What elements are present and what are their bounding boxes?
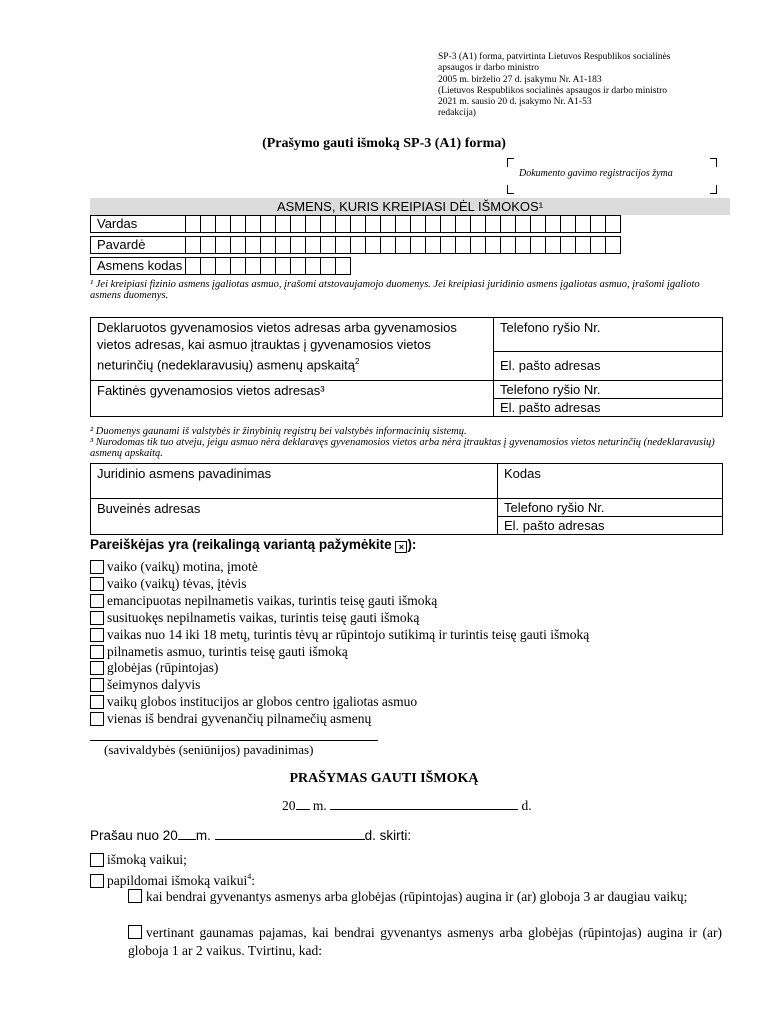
entity-phone-cell[interactable] [498,499,723,517]
option-guardian[interactable] [90,659,218,676]
sub-option-three-children[interactable] [128,888,722,906]
character-cell[interactable] [336,236,351,254]
option-adult[interactable] [90,643,348,660]
character-cell[interactable] [276,236,291,254]
character-cell[interactable] [321,236,336,254]
option-mother[interactable] [90,558,258,575]
option-child-benefit[interactable] [90,851,187,868]
surname-input-cells[interactable] [186,236,621,254]
note-line: 2021 m. sausio 20 d. įsakymo Nr. A1-53 [438,97,592,108]
email-label: El. pašto adresas [500,358,601,374]
option-extra-benefit[interactable] [90,872,255,889]
character-cell[interactable] [186,215,201,233]
sub-option-label: kai bendrai gyvenantys asmenys arba globėjas (rūpintojas) augina ir (ar) globoja 3 ar daugiau vaikų; [146,889,688,904]
character-cell[interactable] [276,215,291,233]
registration-mark-label: Dokumento gavimo registracijos žyma [519,168,673,179]
registration-mark-box [507,158,717,194]
character-cell[interactable] [291,257,306,275]
email-label: El. pašto adresas [500,400,601,415]
character-cell[interactable] [531,215,546,233]
option-emancipated-minor[interactable] [90,592,437,609]
option-institution-representative[interactable] [90,693,417,710]
character-cell[interactable] [291,236,306,254]
start-date-field[interactable] [215,827,365,840]
footnote-3: ³ Nurodomas tik tuo atveju, jeigu asmuo nėra deklaravęs gyvenamosios vietos arba nėra įtrauktas į gyvenamosios vietos neturinčių (nedeklaravusių) asmenų apskaitą. [90,437,715,459]
name-input-cells[interactable] [186,215,621,233]
character-cell[interactable] [546,215,561,233]
prasau-end: d. skirti: [364,828,412,843]
character-cell[interactable] [426,236,441,254]
character-cell[interactable] [321,215,336,233]
character-cell[interactable] [201,236,216,254]
date-month-label: m. [312,798,327,813]
character-cell[interactable] [186,236,201,254]
request-title: PRAŠYMAS GAUTI IŠMOKĄ [289,771,479,786]
character-cell[interactable] [441,236,456,254]
character-cell[interactable] [216,215,231,233]
character-cell[interactable] [366,215,381,233]
character-cell[interactable] [186,257,201,275]
start-month-label: m. [195,828,211,843]
note-line: 2005 m. birželio 27 d. įsakymu Nr. A1-183 [438,74,602,85]
address-table [90,317,723,417]
character-cell[interactable] [441,215,456,233]
character-cell[interactable] [426,215,441,233]
option-label: pilnametis asmuo, turintis teisę gauti išmoką [107,643,348,659]
municipality-field[interactable] [90,740,378,741]
character-cell[interactable] [231,215,246,233]
checked-box-icon: × [395,541,407,553]
character-cell[interactable] [246,257,261,275]
phone-label: Telefono ryšio Nr. [504,500,605,515]
request-start-line [90,827,411,843]
option-father[interactable] [90,575,246,592]
phone-label: Telefono ryšio Nr. [500,382,601,397]
character-cell[interactable] [351,215,366,233]
checkbox[interactable] [90,712,104,726]
form-title: (Prašymo gauti išmoką SP-3 (A1) forma) [262,136,506,151]
note-line: (Lietuvos Respublikos socialinės apsaugos ir darbo ministro [438,85,668,96]
character-cell[interactable] [246,236,261,254]
option-cohabiting-adult[interactable] [90,710,371,727]
date-year-field[interactable] [296,797,310,810]
start-year-field[interactable] [178,827,196,840]
option-married-minor[interactable] [90,609,419,626]
option-label: globėjas (rūpintojas) [107,659,219,675]
option-label: vaiko (vaikų) tėvas, įtėvis [107,575,247,591]
character-cell[interactable] [396,236,411,254]
entity-code-label: Kodas [504,466,541,481]
date-day-label: d. [521,798,532,813]
character-cell[interactable] [261,257,276,275]
character-cell[interactable] [231,236,246,254]
declared-address-label: Deklaruotos gyvenamosios vietos adresas arba gyvenamosios vietos adresas, kai asmuo įtrauktas į gyvenamosios vietos neturinčių (nedeklaravusių) asmenų apskaitą [97,320,457,373]
declared-address-footnote-ref: 2 [354,357,360,366]
declared-phone-cell[interactable] [494,318,723,352]
checkbox[interactable] [90,874,104,888]
municipality-label: (savivaldybės (seniūnijos) pavadinimas) [104,742,314,757]
character-cell[interactable] [531,236,546,254]
character-cell[interactable] [336,257,351,275]
character-cell[interactable] [471,236,486,254]
character-cell[interactable] [486,236,501,254]
note-line: SP-3 (A1) forma, patvirtinta Lietuvos Respublikos socialinės [438,52,671,62]
applicant-heading-end: ): [407,537,417,552]
checkbox[interactable] [90,695,104,709]
entity-name-cell[interactable] [91,464,498,499]
declared-email-cell[interactable] [494,351,723,380]
checkbox[interactable] [90,853,104,867]
footnote-2: ² Duomenys gaunami iš valstybės ir žinybinių registrų bei valstybės informacinių sistemų. [90,426,467,437]
actual-phone-cell[interactable] [494,381,723,399]
checkbox[interactable] [90,560,104,574]
actual-email-cell[interactable] [494,399,723,417]
applicant-heading [90,537,416,552]
character-cell[interactable] [561,215,576,233]
character-cell[interactable] [306,257,321,275]
character-cell[interactable] [261,215,276,233]
character-cell[interactable] [501,215,516,233]
entity-code-cell[interactable] [498,464,723,499]
hq-address-cell[interactable] [91,499,498,535]
actual-address-label: Faktinės gyvenamosios vietos adresas³ [97,383,325,398]
character-cell[interactable] [381,236,396,254]
character-cell[interactable] [396,215,411,233]
checkbox[interactable] [128,889,142,903]
character-cell[interactable] [321,257,336,275]
note-line: apsaugos ir darbo ministro [438,63,540,74]
checkbox[interactable] [90,645,104,659]
sub-option-label: vertinant gaunamas pajamas, kai bendrai gyvenantys asmenys arba globėjas (rūpintojas) augina ir (ar) globoja 1 ar 2 vaikus. Tvirtinu, kad: [128,925,722,958]
character-cell[interactable] [516,236,531,254]
character-cell[interactable] [591,236,606,254]
email-label: El. pašto adresas [504,518,605,533]
extra-benefit-colon: : [251,872,255,888]
checkbox[interactable] [90,611,104,625]
character-cell[interactable] [456,215,471,233]
note-line: redakcija) [438,108,476,119]
personal-code-input-cells[interactable] [186,257,351,275]
entity-email-cell[interactable] [498,517,723,535]
character-cell[interactable] [306,236,321,254]
option-child-14-18[interactable] [90,626,589,643]
character-cell[interactable] [351,236,366,254]
checkbox[interactable] [90,678,104,692]
name-label: Vardas [90,215,186,233]
date-year-prefix: 20 [282,798,296,813]
option-label: papildomai išmoką vaikui [107,872,248,888]
option-label: emancipuotas nepilnametis vaikas, turintis teisę gauti išmoką [107,592,438,608]
character-cell[interactable] [486,215,501,233]
checkbox[interactable] [128,925,142,939]
character-cell[interactable] [606,236,621,254]
declared-address-cell[interactable] [91,318,494,381]
option-label: vaiko (vaikų) motina, įmotė [107,558,258,574]
character-cell[interactable] [246,215,261,233]
option-label: išmoką vaikui; [107,851,187,867]
character-cell[interactable] [516,215,531,233]
actual-address-cell[interactable] [91,381,494,417]
option-family-member[interactable] [90,676,200,693]
surname-row [90,236,621,254]
form-approval-note [438,52,728,120]
character-cell[interactable] [576,236,591,254]
applicant-heading-text: Pareiškėjas yra (reikalingą variantą pažymėkite [90,537,396,552]
character-cell[interactable] [291,215,306,233]
character-cell[interactable] [216,257,231,275]
character-cell[interactable] [471,215,486,233]
option-label: susituokęs nepilnametis vaikas, turintis teisę gauti išmoką [107,609,420,625]
checkbox[interactable] [90,577,104,591]
personal-code-label: Asmens kodas [90,257,186,275]
option-label: vienas iš bendrai gyvenančių pilnamečių asmenų [107,710,372,726]
character-cell[interactable] [456,236,471,254]
option-label: vaikų globos institucijos ar globos centro įgaliotas asmuo [107,693,418,709]
character-cell[interactable] [201,215,216,233]
character-cell[interactable] [576,215,591,233]
character-cell[interactable] [411,215,426,233]
character-cell[interactable] [366,236,381,254]
character-cell[interactable] [501,236,516,254]
character-cell[interactable] [216,236,231,254]
extra-benefit-footnote-ref: 4 [247,872,252,881]
checkbox[interactable] [90,628,104,642]
character-cell[interactable] [381,215,396,233]
character-cell[interactable] [261,236,276,254]
option-label: vaikas nuo 14 iki 18 metų, turintis tėvų ar rūpintojo sutikimą ir turintis teisę gauti išmoką [107,626,590,642]
character-cell[interactable] [336,215,351,233]
sub-option-income[interactable] [128,924,722,960]
character-cell[interactable] [231,257,246,275]
phone-label: Telefono ryšio Nr. [500,320,601,335]
hq-address-label: Buveinės adresas [97,501,201,516]
character-cell[interactable] [591,215,606,233]
character-cell[interactable] [276,257,291,275]
personal-code-row [90,257,351,275]
character-cell[interactable] [306,215,321,233]
option-label: šeimynos dalyvis [107,676,201,692]
surname-label: Pavardė [90,236,186,254]
entity-name-label: Juridinio asmens pavadinimas [97,466,272,481]
character-cell[interactable] [201,257,216,275]
character-cell[interactable] [411,236,426,254]
date-month-day-field[interactable] [330,797,518,810]
character-cell[interactable] [546,236,561,254]
footnote-1: ¹ Jei kreipiasi fizinio asmens įgaliotas asmuo, įrašomi atstovaujamojo duomenys. Jei kreipiasi juridinio asmens įgaliotas asmuo, įrašomi įgalioto asmens duomenys. [90,279,700,301]
prasau-text: Prašau nuo 20 [90,828,178,843]
name-row [90,215,621,233]
request-date-line [282,797,532,814]
legal-entity-table [90,463,723,535]
checkbox[interactable] [90,594,104,608]
character-cell[interactable] [561,236,576,254]
character-cell[interactable] [606,215,621,233]
person-section-heading: ASMENS, KURIS KREIPIASI DĖL IŠMOKOS¹ [90,198,730,215]
checkbox[interactable] [90,661,104,675]
